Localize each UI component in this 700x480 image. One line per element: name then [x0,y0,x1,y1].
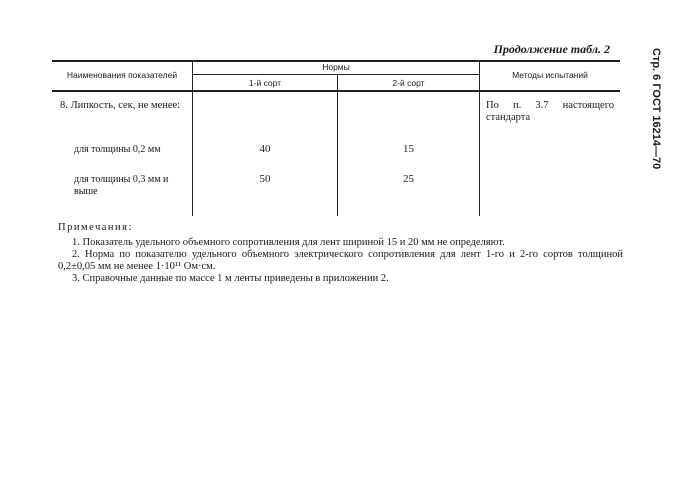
row-grade2-value: 15 [403,143,414,155]
indicator-stickiness: 8. Липкость, сек, не менее: [60,100,181,111]
header-norms: Нормы [322,62,350,72]
note-item: 3. Справочные данные по массе 1 м ленты приведены в приложении 2. [72,273,389,284]
header-grade-2: 2-й сорт [392,78,425,88]
row-label-thickness-02: для толщины 0,2 мм [74,144,161,155]
table-continuation-label: Продолжение табл. 2 [493,42,610,56]
row-label-thickness-03: для толщины 0,3 мм и выше [74,174,169,197]
row-grade1-value: 50 [259,173,271,185]
notes-title: Примечания: [58,222,133,233]
row-grade1-value: 40 [259,143,271,155]
header-test-methods: Методы испытаний [512,70,588,80]
page-side-header [648,48,662,218]
norms-divider-rule [192,74,479,75]
note-item: 1. Показатель удельного объемного сопротивления для лент шириной 15 и 20 мм не определяют. [72,237,505,248]
header-bottom-rule [52,90,620,92]
header-indicator-name: Наименования показателей [66,70,178,80]
header-grade-1: 1-й сорт [248,78,282,88]
norms-table [52,60,620,216]
note-item: 2. Норма по показателю удельного объемного электрического сопротивления для лент 1-го и 2-го сортов толщиной 0,2±0,05 мм не менее 1·10¹¹ Ом·см. [58,249,623,272]
side-standard-label: Стр. 6 ГОСТ 16214—70 [650,48,662,170]
col-rule-3 [479,60,480,216]
row-grade2-value: 25 [403,173,414,185]
table-notes [58,222,623,285]
test-method-reference: По п. 3.7 настоящего стандарта [486,100,614,123]
